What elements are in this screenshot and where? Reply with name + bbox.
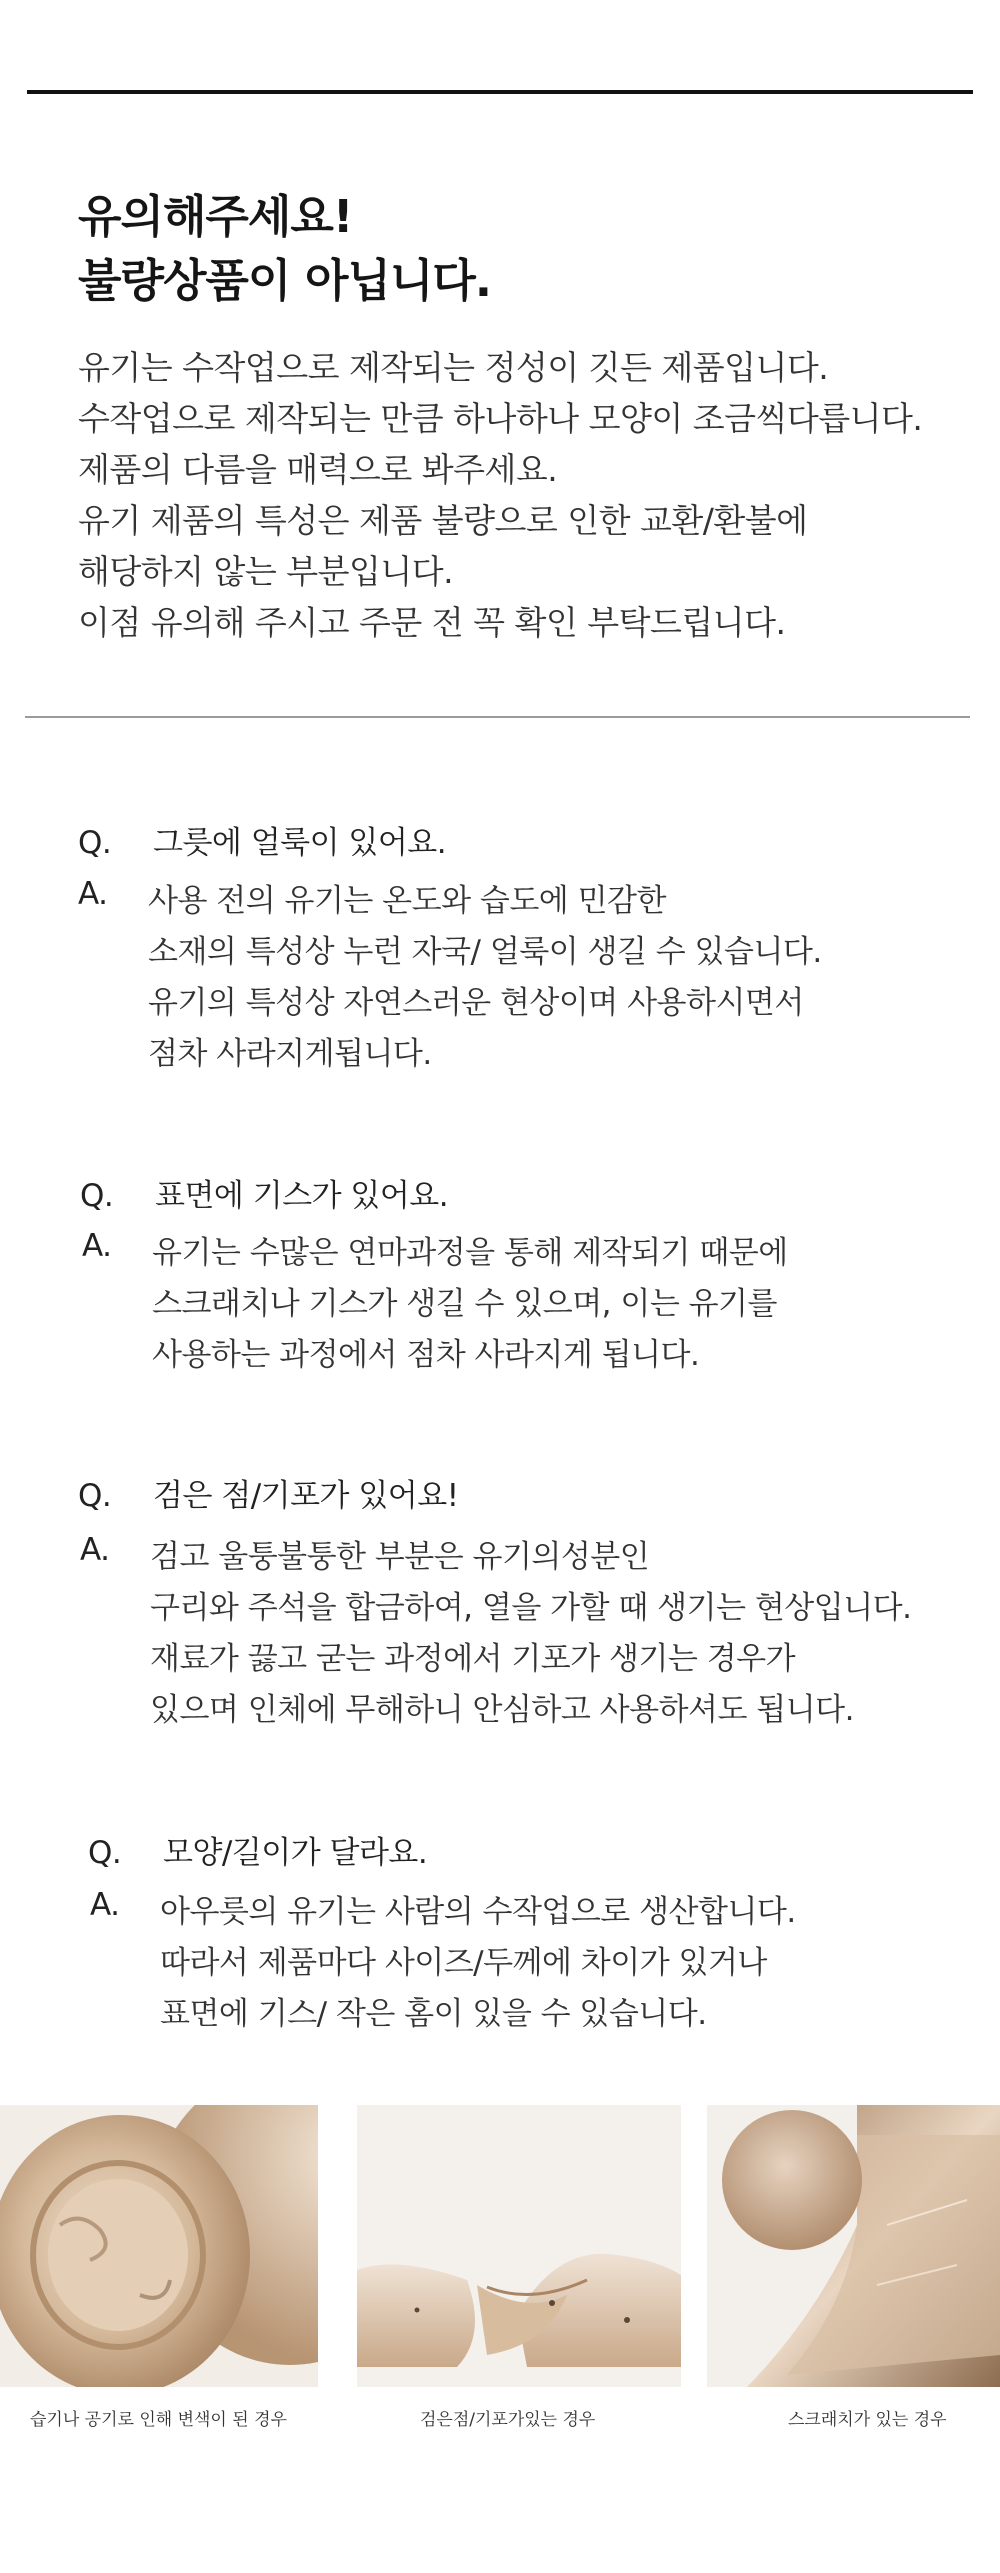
top-divider (27, 90, 973, 94)
headline-line-2: 불량상품이 아닙니다. (78, 254, 491, 307)
question-text: 검은 점/기포가 있어요! (153, 1478, 459, 1514)
answer-mark: A. (80, 1532, 110, 1568)
notice-line: 해당하지 않는 부분입니다. (78, 552, 454, 591)
discolored-bowl-photo (0, 2105, 318, 2387)
answer-line: 표면에 기스/ 작은 홈이 있을 수 있습니다. (160, 1996, 707, 2032)
answer-mark: A. (82, 1228, 112, 1264)
answer-line: 사용 전의 유기는 온도와 습도에 민감한 (148, 883, 666, 919)
answer-line: 구리와 주석을 합금하여, 열을 가할 때 생기는 현상입니다. (150, 1590, 912, 1626)
question-mark: Q. (78, 825, 112, 861)
question-mark: Q. (78, 1478, 112, 1514)
answer-line: 재료가 끓고 굳는 과정에서 기포가 생기는 경우가 (150, 1641, 796, 1677)
notice-line: 수작업으로 제작되는 만큼 하나하나 모양이 조금씩다릅니다. (78, 399, 923, 438)
notice-line: 이점 유의해 주시고 주문 전 꼭 확인 부탁드립니다. (78, 603, 786, 642)
answer-line: 따라서 제품마다 사이즈/두께에 차이가 있거나 (160, 1945, 767, 1981)
faq-question (80, 1170, 448, 1215)
photo-caption: 습기나 공기로 인해 변색이 된 경우 (30, 2410, 287, 2430)
faq-question (78, 1470, 459, 1515)
question-text: 그릇에 얼룩이 있어요. (153, 825, 447, 861)
notice-body (78, 342, 922, 648)
answer-mark: A. (78, 876, 108, 912)
answer-mark: A. (90, 1887, 120, 1923)
notice-line: 유기는 수작업으로 제작되는 정성이 깃든 제품입니다. (78, 348, 829, 387)
question-text: 모양/길이가 달라요. (163, 1835, 428, 1871)
photo-caption: 검은점/기포가있는 경우 (420, 2410, 596, 2430)
question-mark: Q. (88, 1835, 122, 1871)
scratched-plate-photo (707, 2105, 1000, 2387)
black-spot-bowl-photo (357, 2105, 681, 2387)
notice-headline (78, 185, 491, 313)
answer-line: 검고 울퉁불퉁한 부분은 유기의성분인 (150, 1539, 650, 1575)
photo-caption: 스크래치가 있는 경우 (788, 2410, 947, 2430)
answer-line: 유기는 수많은 연마과정을 통해 제작되기 때문에 (152, 1235, 788, 1271)
answer-line: 소재의 특성상 누런 자국/ 얼룩이 생길 수 있습니다. (148, 934, 822, 970)
question-text: 표면에 기스가 있어요. (155, 1178, 449, 1214)
answer-line: 유기의 특성상 자연스러운 현상이며 사용하시면서 (148, 985, 804, 1021)
notice-line: 제품의 다름을 매력으로 봐주세요. (78, 450, 558, 489)
answer-line: 점차 사라지게됩니다. (148, 1036, 432, 1072)
answer-line: 스크래치나 기스가 생길 수 있으며, 이는 유기를 (152, 1286, 777, 1322)
answer-line: 있으며 인체에 무해하니 안심하고 사용하셔도 됩니다. (150, 1692, 854, 1728)
headline-line-1: 유의해주세요! (78, 190, 353, 243)
faq-question (88, 1827, 427, 1872)
answer-line: 아우릇의 유기는 사람의 수작업으로 생산합니다. (160, 1894, 796, 1930)
question-mark: Q. (80, 1178, 114, 1214)
section-divider (25, 716, 970, 718)
answer-line: 사용하는 과정에서 점차 사라지게 됩니다. (152, 1337, 700, 1373)
faq-question (78, 817, 446, 862)
notice-line: 유기 제품의 특성은 제품 불량으로 인한 교환/환불에 (78, 501, 808, 540)
